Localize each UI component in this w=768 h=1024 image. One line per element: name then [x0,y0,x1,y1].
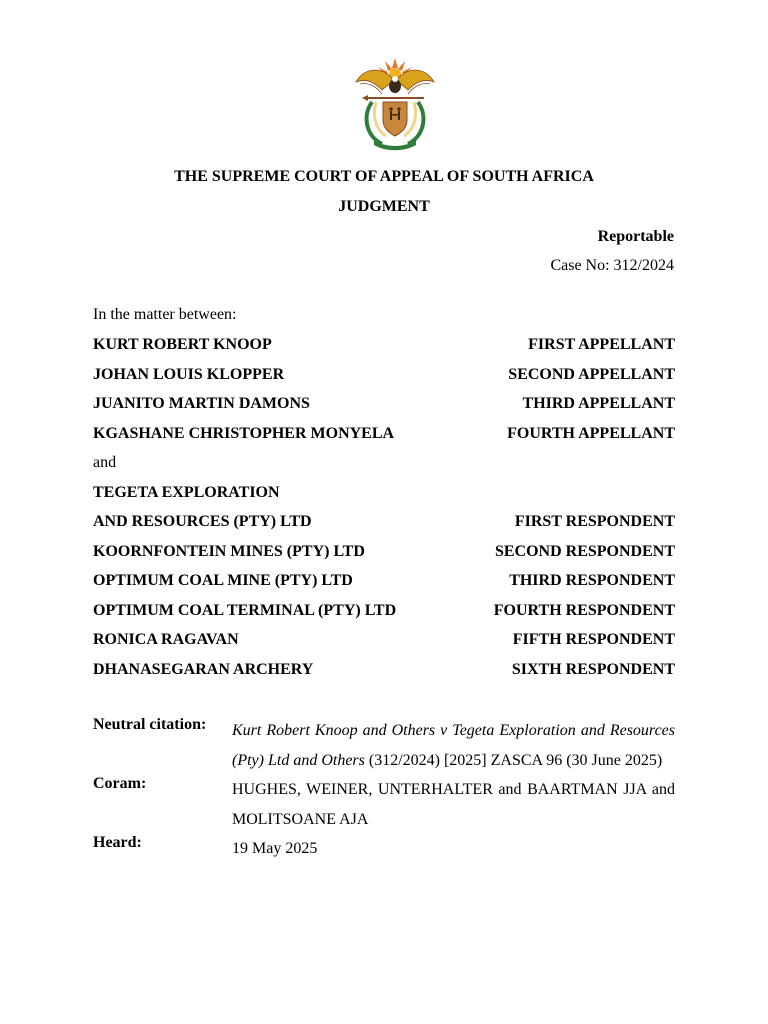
citation-label: Neutral citation: [93,716,207,733]
coram-row [93,775,675,834]
parties-list [93,336,675,690]
reportable-label: Reportable [597,228,674,245]
party-role: FIRST APPELLANT [528,336,675,353]
party-name: KURT ROBERT KNOOP [93,336,272,353]
party-row [93,425,675,455]
party-name: AND RESOURCES (PTY) LTD [93,513,312,530]
party-name: KGASHANE CHRISTOPHER MONYELA [93,424,395,442]
party-row [93,631,675,661]
party-role: THIRD APPELLANT [522,395,675,412]
party-name: JOHAN LOUIS KLOPPER [93,365,285,383]
coat-of-arms-icon [352,56,438,152]
party-role: FIFTH RESPONDENT [512,631,675,648]
party-row [93,513,675,543]
citation-row [93,716,675,775]
judgment-metadata [93,716,675,864]
party-name: OPTIMUM COAL MINE (PTY) LTD [93,572,353,589]
heard-label: Heard: [93,834,142,851]
party-row [93,484,675,514]
case-number: Case No: 312/2024 [550,257,674,274]
party-row [93,366,675,396]
citation-case-name: Kurt Robert Knoop and Others v Tegeta Exploration and Resources (Pty) Ltd and Others [232,722,675,769]
party-separator [93,454,675,484]
party-name: KOORNFONTEIN MINES (PTY) LTD [93,542,365,560]
party-row [93,336,675,366]
citation-value [232,716,675,775]
party-row [93,543,675,573]
heard-value: 19 May 2025 [232,840,318,857]
party-name: DHANASEGARAN ARCHERY [93,660,314,678]
party-role: THIRD RESPONDENT [509,572,675,589]
party-role: SECOND RESPONDENT [494,542,675,560]
party-name: OPTIMUM COAL TERMINAL (PTY) LTD [93,601,397,619]
party-row [93,395,675,425]
and-separator: and [93,454,117,471]
party-name: JUANITO MARTIN DAMONS [93,395,310,412]
party-row [93,661,675,691]
party-role: FOURTH RESPONDENT [493,601,675,619]
party-role: SIXTH RESPONDENT [511,660,675,678]
document-type: JUDGMENT [338,198,430,215]
heard-row [93,834,675,864]
party-role: FIRST RESPONDENT [514,513,675,530]
party-name: TEGETA EXPLORATION [93,483,280,501]
party-role: SECOND APPELLANT [508,365,675,383]
party-row [93,602,675,632]
citation-reference: (312/2024) [2025] ZASCA 96 (30 June 2025) [364,751,663,769]
party-row [93,572,675,602]
matter-intro: In the matter between: [93,306,237,323]
party-name: RONICA RAGAVAN [93,631,239,648]
coram-label: Coram: [93,775,147,792]
party-role: FOURTH APPELLANT [507,424,675,442]
coram-value: HUGHES, WEINER, UNTERHALTER and BAARTMAN JJA and MOLITSOANE AJA [232,781,675,828]
court-name: THE SUPREME COURT OF APPEAL OF SOUTH AFRICA [174,168,594,185]
